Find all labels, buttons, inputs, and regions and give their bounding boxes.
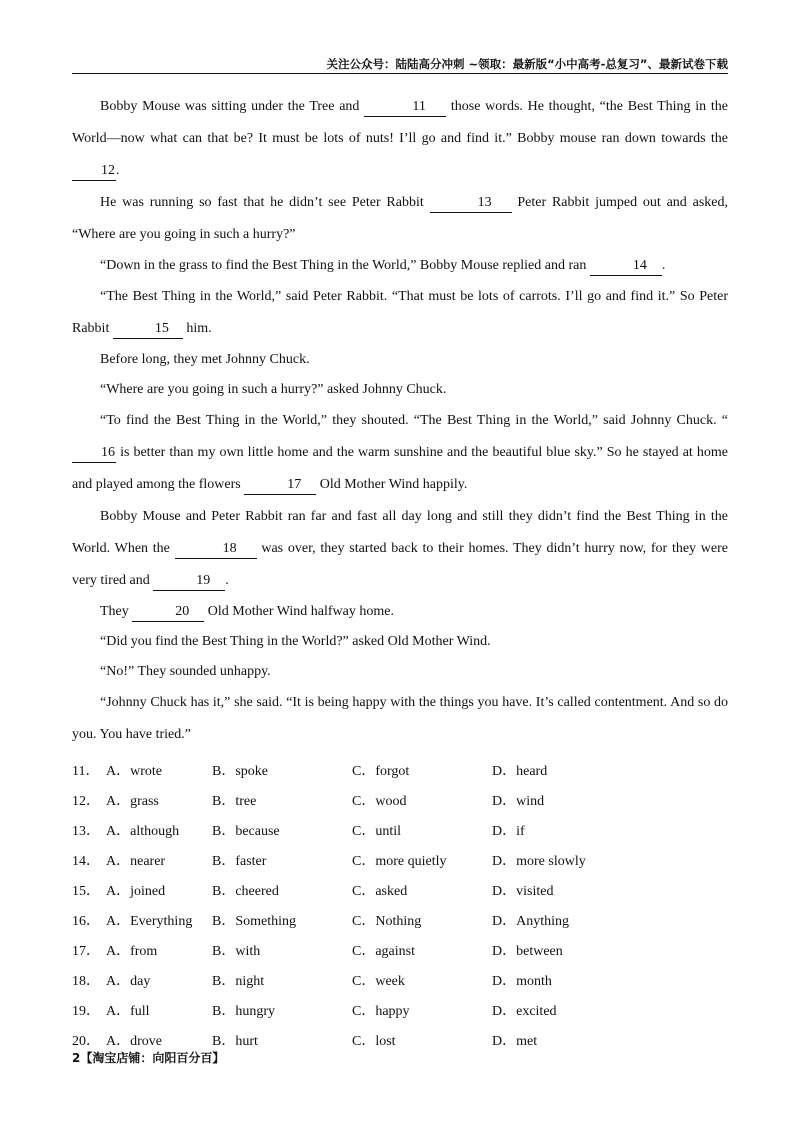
option-b: B．hungry — [212, 1004, 275, 1019]
question-row — [72, 757, 728, 787]
text: . — [661, 258, 666, 273]
option-d: D．excited — [492, 1004, 557, 1019]
question-number: 11． — [72, 764, 100, 779]
paragraph-11: “No!” They sounded unhappy. — [100, 664, 271, 679]
question-number: 19． — [72, 1004, 100, 1019]
option-a: A．wrote — [106, 764, 162, 779]
question-number: 17． — [72, 944, 100, 959]
page-header: 关注公众号：陆陆高分冲刺 ~领取：最新版“小中高考-总复习”、最新试卷下载 — [326, 57, 728, 71]
question-number: 16． — [72, 914, 100, 929]
paragraph-7 — [72, 405, 728, 501]
option-d: D．more slowly — [492, 854, 586, 869]
option-b: B．hurt — [212, 1034, 258, 1049]
page-footer: 2【淘宝店铺：向阳百分百】 — [72, 1051, 225, 1065]
paragraph-4 — [72, 281, 728, 345]
question-row — [72, 787, 728, 817]
paragraph-8 — [72, 501, 728, 597]
option-c: C．against — [352, 944, 415, 959]
question-number: 15． — [72, 884, 100, 899]
paragraph-1 — [72, 91, 728, 187]
option-c: C．more quietly — [352, 854, 447, 869]
text: is better than my own little home and the warm sunshine and the beautiful blue sky.” So he stayed at home and played among the flowers — [72, 445, 728, 492]
option-a: A．joined — [106, 884, 166, 899]
option-a: A．nearer — [106, 854, 166, 869]
option-d: D．if — [492, 824, 525, 839]
option-b: B．faster — [212, 854, 267, 869]
option-c: C．Nothing — [352, 914, 422, 929]
blank-15: 15 — [113, 320, 183, 339]
text: . — [225, 573, 229, 588]
option-b: B．spoke — [212, 764, 268, 779]
paragraph-6: “Where are you going in such a hurry?” asked Johnny Chuck. — [100, 382, 447, 397]
text: He was running so fast that he didn’t see Peter Rabbit — [100, 195, 430, 210]
option-a: A．drove — [106, 1034, 162, 1049]
blank-17: 17 — [244, 476, 316, 495]
option-c: C．until — [352, 824, 402, 839]
option-d: D．heard — [492, 764, 548, 779]
option-d: D．met — [492, 1034, 538, 1049]
text: Bobby Mouse and Peter Rabbit ran far and fast all day long and still they didn’t find the Best Thing in the World. When the — [72, 509, 728, 556]
text: They — [100, 604, 133, 619]
option-a: A．from — [106, 944, 158, 959]
blank-20: 20 — [132, 603, 204, 622]
option-d: D．wind — [492, 794, 545, 809]
question-row — [72, 937, 728, 967]
paragraph-10: “Did you find the Best Thing in the World?” asked Old Mother Wind. — [100, 634, 491, 649]
option-d: D．between — [492, 944, 563, 959]
question-number: 20． — [72, 1034, 100, 1049]
question-row — [72, 877, 728, 907]
option-a: A．Everything — [106, 914, 193, 929]
question-row — [72, 967, 728, 997]
paragraph-12: “Johnny Chuck has it,” she said. “It is being happy with the things you have. It’s called contentment. And so do you. You have tried.” — [72, 695, 728, 742]
question-row — [72, 847, 728, 877]
question-row — [72, 817, 728, 847]
option-a: A．full — [106, 1004, 150, 1019]
option-c: C．forgot — [352, 764, 410, 779]
question-row — [72, 907, 728, 937]
option-b: B．night — [212, 974, 265, 989]
blank-14: 14 — [590, 257, 662, 276]
text: Old Mother Wind halfway home. — [204, 604, 394, 619]
text: those words. He thought, “the Best Thing in the World—now what can that be? It must be lots of nuts! I’ll go and find it.” Bobby mouse ran down towards the — [72, 99, 728, 146]
text: him. — [182, 321, 212, 336]
option-b: B．Something — [212, 914, 297, 929]
text: was over, they started back to their homes. They didn’t hurry now, for they were very tired and — [72, 541, 728, 588]
question-number: 18． — [72, 974, 100, 989]
option-c: C．week — [352, 974, 405, 989]
text: Peter Rabbit jumped out and asked, “Where are you going in such a hurry?” — [72, 195, 728, 242]
option-c: C．lost — [352, 1034, 396, 1049]
option-b: B．cheered — [212, 884, 279, 899]
option-b: B．tree — [212, 794, 257, 809]
option-a: A．grass — [106, 794, 159, 809]
text: Bobby Mouse was sitting under the Tree and — [100, 99, 365, 114]
blank-12: 12 — [72, 162, 116, 181]
question-list — [72, 757, 728, 1057]
blank-19: 19 — [153, 572, 225, 591]
document-body — [72, 91, 728, 1057]
question-number: 12． — [72, 794, 100, 809]
option-d: D．month — [492, 974, 552, 989]
blank-16: 16 — [72, 444, 116, 463]
option-d: D．Anything — [492, 914, 569, 929]
header-rule — [72, 73, 728, 74]
blank-18: 18 — [175, 540, 257, 559]
option-d: D．visited — [492, 884, 554, 899]
option-c: C．happy — [352, 1004, 410, 1019]
paragraph-9 — [72, 597, 728, 627]
question-row — [72, 997, 728, 1027]
text: “The Best Thing in the World,” said Peter Rabbit. “That must be lots of carrots. I’ll go and find it.” So Peter Rabbit — [72, 289, 728, 336]
option-b: B．with — [212, 944, 261, 959]
option-c: C．wood — [352, 794, 407, 809]
text: Old Mother Wind happily. — [316, 477, 468, 492]
option-b: B．because — [212, 824, 280, 839]
paragraph-3 — [72, 251, 728, 281]
paragraph-5: Before long, they met Johnny Chuck. — [100, 352, 310, 367]
option-a: A．day — [106, 974, 151, 989]
question-number: 14． — [72, 854, 100, 869]
blank-11: 11 — [364, 98, 446, 117]
text: “Down in the grass to find the Best Thing in the World,” Bobby Mouse replied and ran — [100, 258, 590, 273]
text: “To find the Best Thing in the World,” they shouted. “The Best Thing in the World,” said Johnny Chuck. “ — [100, 413, 728, 428]
text: . — [116, 163, 120, 178]
option-c: C．asked — [352, 884, 408, 899]
question-number: 13． — [72, 824, 100, 839]
blank-13: 13 — [430, 194, 512, 213]
paragraph-2 — [72, 187, 728, 251]
option-a: A．although — [106, 824, 180, 839]
